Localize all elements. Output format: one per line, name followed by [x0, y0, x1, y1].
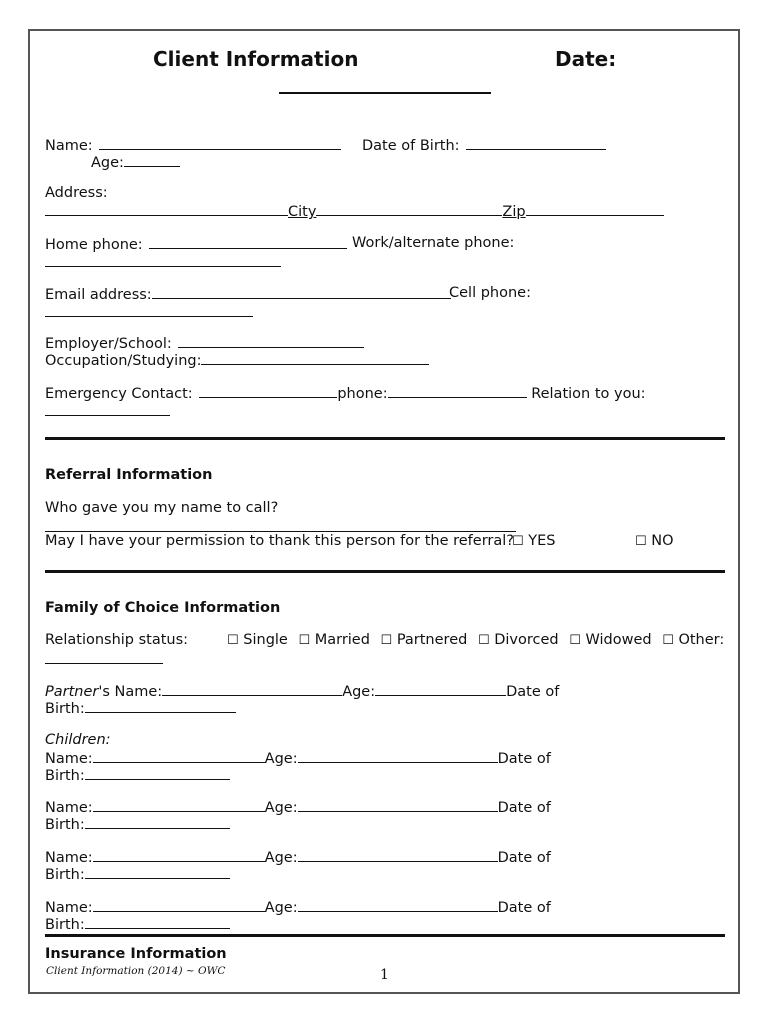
- child-age-label: Age:: [264, 850, 298, 866]
- checkbox-icon[interactable]: ☐: [380, 633, 393, 648]
- child-age-label: Age:: [264, 900, 298, 916]
- work-phone-label: Work/alternate phone:: [352, 235, 515, 251]
- option-widowed[interactable]: ☐ Widowed: [569, 632, 652, 648]
- address-label: Address:: [45, 185, 108, 201]
- age-row: [91, 153, 180, 172]
- zip-field[interactable]: [526, 202, 664, 216]
- child-date-of-label: Date of: [497, 751, 551, 767]
- checkbox-icon[interactable]: ☐: [569, 633, 581, 648]
- no-option[interactable]: [635, 533, 674, 550]
- child-name-label: Name:: [45, 900, 93, 916]
- partner-birth-field[interactable]: [85, 699, 236, 713]
- footer-text: Client Information (2014) ~ OWC: [46, 965, 226, 977]
- name-row: [45, 136, 341, 155]
- occupation-label: Occupation/Studying:: [45, 353, 202, 369]
- partner-label-italic: Partner: [45, 684, 99, 700]
- relation-field[interactable]: [45, 415, 170, 416]
- referral-question: Who gave you my name to call?: [45, 500, 279, 516]
- date-field[interactable]: [279, 92, 491, 94]
- relationship-status-label: Relationship status:: [45, 632, 189, 648]
- section-divider: [45, 437, 725, 440]
- child-birth-row: [45, 865, 230, 884]
- page-title: Client Information: [153, 47, 359, 71]
- cell-field[interactable]: [45, 316, 253, 317]
- city-label: City: [288, 204, 317, 220]
- emergency-phone-label: phone:: [337, 386, 388, 402]
- referral-permission: May I have your permission to thank this person for the referral?: [45, 533, 514, 549]
- child-birth-field[interactable]: [85, 815, 230, 829]
- checkbox-icon[interactable]: ☐: [635, 534, 647, 549]
- referral-field[interactable]: [45, 531, 516, 532]
- child-birth-field[interactable]: [85, 915, 230, 929]
- checkbox-icon[interactable]: ☐: [227, 633, 239, 648]
- page-number: 1: [380, 967, 389, 983]
- insurance-heading: Insurance Information: [45, 946, 227, 962]
- checkbox-icon[interactable]: ☐: [662, 633, 674, 648]
- home-phone-label: Home phone:: [45, 237, 143, 253]
- email-row: [45, 285, 451, 304]
- section-divider: [45, 570, 725, 573]
- child-name-field[interactable]: [93, 749, 265, 763]
- child-birth-label: Birth:: [45, 867, 85, 883]
- partner-age-label: Age:: [342, 684, 376, 700]
- relationship-options: [227, 632, 724, 649]
- other-field[interactable]: [45, 663, 163, 664]
- age-field[interactable]: [124, 153, 180, 167]
- dob-label: Date of Birth:: [362, 138, 460, 154]
- employer-label: Employer/School:: [45, 336, 172, 352]
- child-age-field[interactable]: [298, 749, 498, 763]
- checkbox-icon[interactable]: ☐: [477, 633, 490, 648]
- emergency-row: [45, 384, 646, 403]
- email-field[interactable]: [152, 285, 451, 299]
- no-label: NO: [651, 533, 674, 549]
- checkbox-icon[interactable]: ☐: [512, 534, 524, 549]
- address-field[interactable]: [45, 202, 288, 216]
- cell-label: Cell phone:: [449, 285, 531, 301]
- zip-label: Zip: [502, 204, 526, 220]
- occupation-row: [45, 351, 429, 370]
- city-field[interactable]: [316, 202, 502, 216]
- child-name-label: Name:: [45, 800, 93, 816]
- partner-birth-label: Birth:: [45, 701, 85, 717]
- home-phone-row: [45, 235, 347, 254]
- child-age-field[interactable]: [298, 798, 498, 812]
- name-label: Name:: [45, 138, 93, 154]
- child-date-of-label: Date of: [497, 800, 551, 816]
- partner-name-label: 's Name:: [98, 684, 163, 700]
- checkbox-icon[interactable]: ☐: [298, 633, 311, 648]
- email-label: Email address:: [45, 287, 152, 303]
- emergency-field[interactable]: [199, 384, 337, 398]
- date-label: Date:: [555, 47, 617, 71]
- child-birth-field[interactable]: [85, 766, 230, 780]
- age-label: Age:: [91, 155, 124, 171]
- child-birth-label: Birth:: [45, 917, 85, 933]
- emergency-label: Emergency Contact:: [45, 386, 193, 402]
- child-date-of-label: Date of: [497, 900, 551, 916]
- section-divider: [45, 934, 725, 937]
- referral-heading: Referral Information: [45, 467, 213, 483]
- dob-field[interactable]: [466, 136, 606, 150]
- dob-row: [362, 136, 606, 155]
- child-age-label: Age:: [264, 800, 298, 816]
- child-birth-label: Birth:: [45, 768, 85, 784]
- employer-field[interactable]: [178, 334, 364, 348]
- option-divorced[interactable]: ☐ Divorced: [477, 632, 559, 648]
- child-name-label: Name:: [45, 751, 93, 767]
- partner-date-of-label: Date of: [506, 684, 560, 700]
- option-other[interactable]: ☐ Other:: [662, 632, 725, 648]
- child-name-field[interactable]: [93, 848, 265, 862]
- occupation-field[interactable]: [201, 351, 429, 365]
- emergency-phone-field[interactable]: [388, 384, 527, 398]
- children-label: Children:: [45, 732, 111, 748]
- name-field[interactable]: [99, 136, 341, 150]
- partner-name-field[interactable]: [162, 682, 342, 696]
- child-name-field[interactable]: [93, 798, 265, 812]
- child-age-field[interactable]: [298, 898, 498, 912]
- child-name-label: Name:: [45, 850, 93, 866]
- child-name-field[interactable]: [93, 898, 265, 912]
- partner-birth-row: [45, 699, 236, 718]
- family-heading: Family of Choice Information: [45, 600, 281, 616]
- address-row: [45, 202, 664, 221]
- option-single[interactable]: ☐ Single: [227, 632, 288, 648]
- yes-option[interactable]: [512, 533, 556, 550]
- option-partnered[interactable]: ☐ Partnered: [380, 632, 468, 648]
- child-birth-field[interactable]: [85, 865, 230, 879]
- child-date-of-label: Date of: [497, 850, 551, 866]
- yes-label: YES: [528, 533, 556, 549]
- child-age-label: Age:: [264, 751, 298, 767]
- child-birth-row: [45, 815, 230, 834]
- relation-label: Relation to you:: [531, 386, 646, 402]
- child-age-field[interactable]: [298, 848, 498, 862]
- work-phone-field[interactable]: [45, 266, 281, 267]
- child-birth-label: Birth:: [45, 817, 85, 833]
- child-birth-row: [45, 915, 230, 934]
- partner-age-field[interactable]: [375, 682, 506, 696]
- home-phone-field[interactable]: [149, 235, 347, 249]
- option-married[interactable]: ☐ Married: [298, 632, 370, 648]
- child-birth-row: [45, 766, 230, 785]
